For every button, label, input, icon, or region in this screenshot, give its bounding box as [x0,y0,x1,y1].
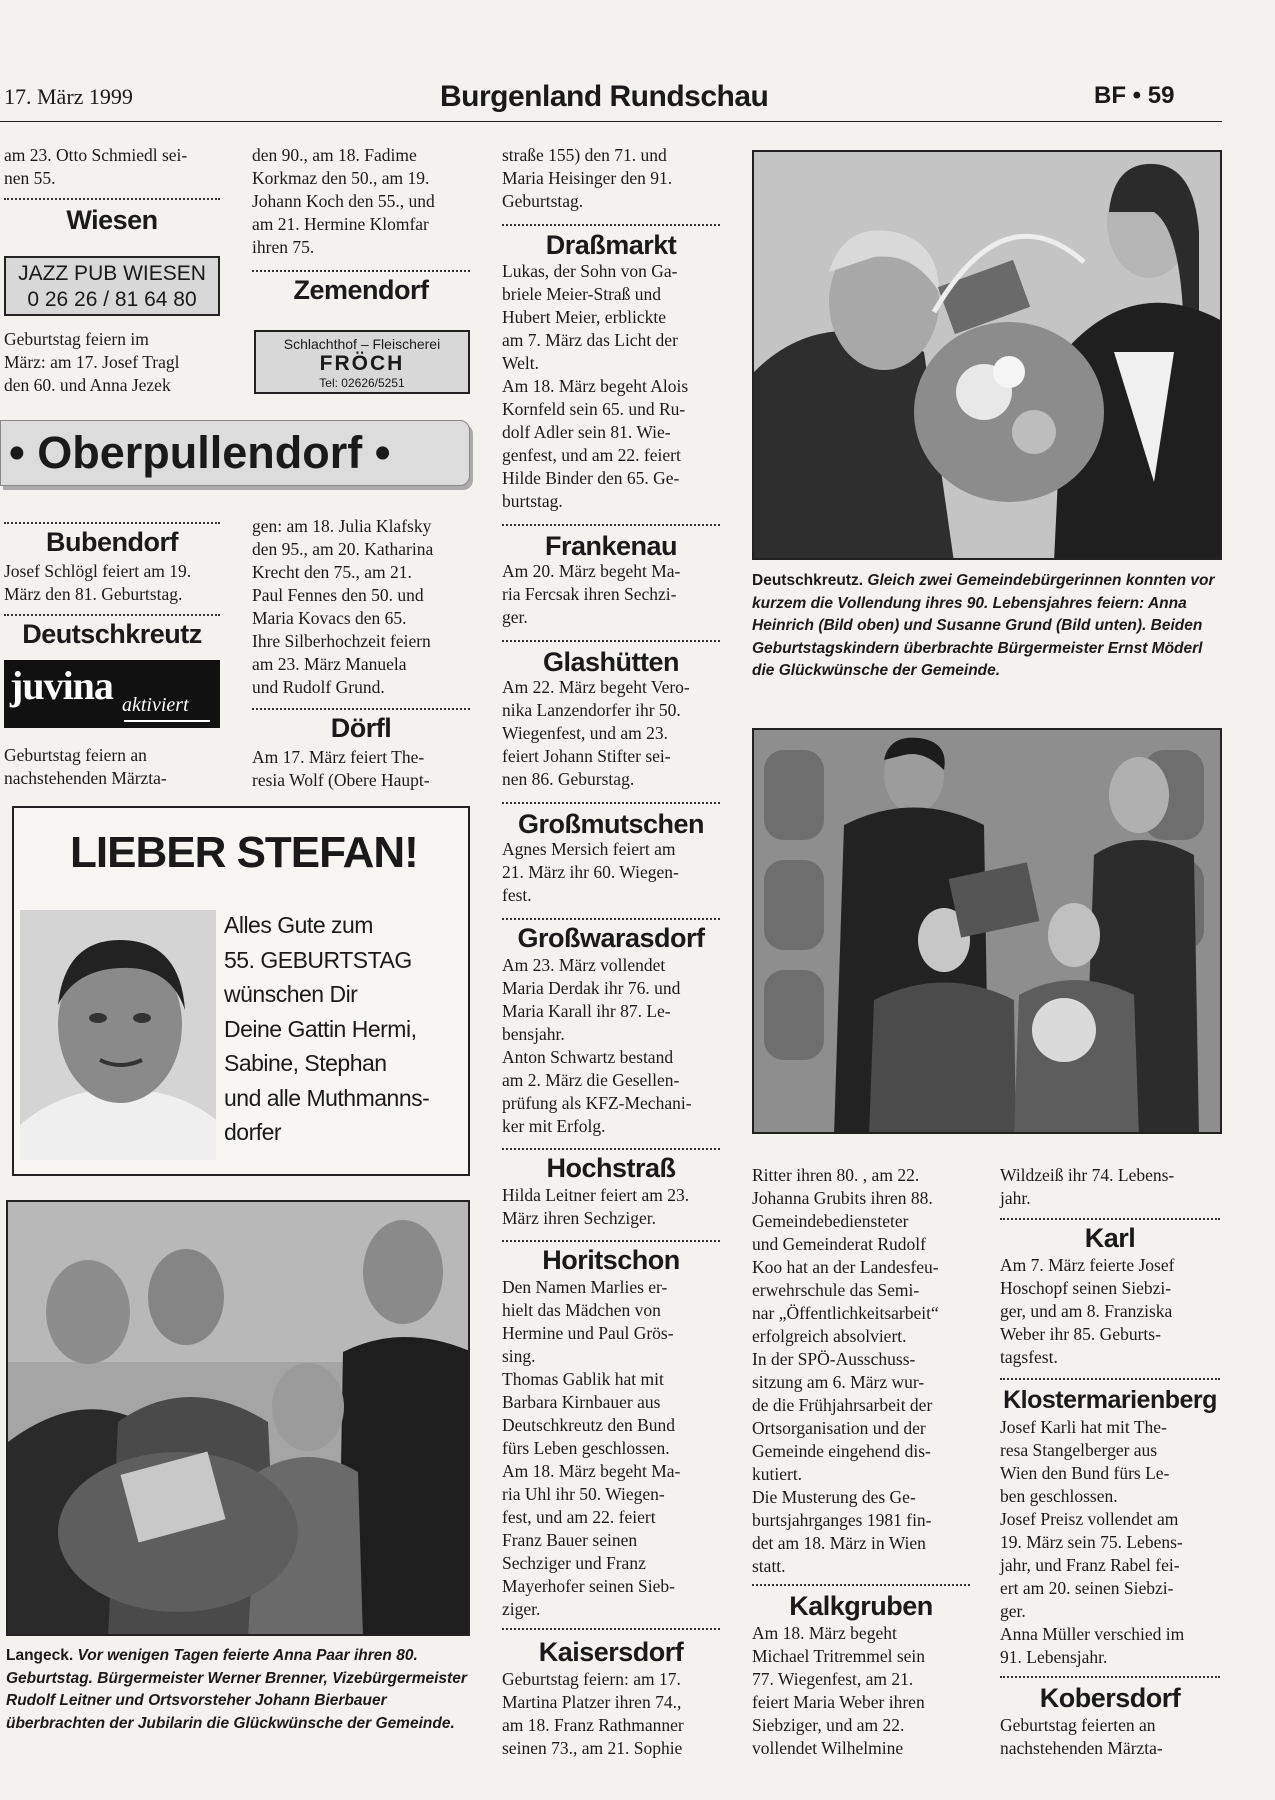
issue-date: 17. März 1999 [4,84,133,109]
section-title-horitschon: Horitschon [542,1245,680,1275]
col5-continuation: Wildzeiß ihr 74. Lebens- jahr. [1000,1165,1175,1208]
col2-continuation: den 90., am 18. Fadime Korkmaz den 50., am 19. Johann Koch den 55., und am 21. Hermine Klomfar ihren 75. [252,145,435,257]
divider [252,708,470,710]
greeting-title: LIEBER STEFAN! [70,828,418,877]
kobersdorf-text: Geburtstag feierten an nachstehenden Märzta- [1000,1715,1163,1758]
greeting-message [224,908,470,1150]
page-header [0,78,1222,120]
divider [4,522,220,524]
divider [502,802,720,804]
ad-froech-phone: Tel: 02626/5251 [319,376,405,390]
grossmutschen-text: Agnes Mersich feiert am 21. März ihr 60. Wiegen- fest. [502,839,679,905]
greeting-portrait [20,910,216,1160]
greeting-line: und alle Muthmanns- [224,1084,430,1111]
ad-juvina-logo [4,660,220,728]
greeting-line: dorfer [224,1119,282,1145]
ad-froech [254,330,470,394]
region-banner [0,420,470,486]
col1-continuation: am 23. Otto Schmiedl sei- nen 55. [4,145,188,188]
col3-continuation: straße 155) den 71. und Maria Heisinger den 91. Geburtstag. [502,145,673,211]
caption-place: Langeck. [6,1647,74,1664]
frankenau-text: Am 20. März begeht Ma- ria Fercsak ihren Sechzi- ger. [502,561,681,627]
kaisersdorf-text: Geburtstag feiern: am 17. Martina Platzer ihren 74., am 18. Franz Rathmanner seinen 73., am 21. Sophie [502,1669,684,1758]
caption-text: Vor wenigen Tagen feierte Anna Paar ihren 80. Geburtstag. Bürgermeister Werner Brenner, Vizebürgermeister Rudolf Leitner und Ortsvorsteher Johann Bierbauer überbrachten der Jubilarin die Glückwünsche der Gemeinde. [6,1647,467,1732]
hochstrass-text: Hilda Leitner feiert am 23. März ihren Sechziger. [502,1185,690,1228]
section-title-karl: Karl [1084,1223,1136,1253]
section-title-kaisersdorf: Kaisersdorf [538,1637,684,1667]
section-title-klostermarienberg: Klostermarienberg [1003,1386,1217,1414]
section-title-wiesen: Wiesen [66,205,158,235]
divider [1000,1676,1220,1678]
section-title-zemendorf: Zemendorf [293,275,429,305]
divider [502,524,720,526]
ad-juvina-tagline: aktiviert [122,694,189,716]
ad-jazz-phone: 0 26 26 / 81 64 80 [27,288,197,311]
photo-langeck [6,1200,470,1636]
divider [252,270,470,272]
divider [4,614,220,616]
section-title-drassmarkt: Draßmarkt [545,230,677,260]
doerfl-text: Am 17. März feiert The- resia Wolf (Obere Haupt- [252,747,430,790]
klostermarienberg-text: Josef Karli hat mit The- resa Stangelberger aus Wien den Bund fürs Le- ben geschlossen. Josef Preisz vollendet am 19. März sein 75. Lebens- jahr, und Franz Rabel fei- ert am 20. seinen Siebzi- ger. Anna Müller verschied im 91. Lebensjahr. [1000,1417,1185,1667]
divider [752,1584,970,1586]
underline-icon [124,720,210,722]
photo-deutschkreutz-top [752,150,1222,560]
greeting-line: 55. GEBURTSTAG [224,946,412,973]
drassmarkt-text: Lukas, der Sohn von Ga- briele Meier-Straß und Hubert Meier, erblickte am 7. März das Licht der Welt. Am 18. März begeht Alois Kornfeld sein 65. und Ru- dolf Adler sein 81. Wie- genfest, und am 22. feiert Hilde Binder den 65. Ge- burtstag. [502,261,689,511]
divider [502,224,720,226]
section-title-kalkgruben: Kalkgruben [789,1591,933,1621]
section-title-deutschkreutz: Deutschkreutz [22,619,202,649]
ad-jazz-name: JAZZ PUB WIESEN [18,262,206,285]
page-number: BF • 59 [1094,82,1175,109]
divider [502,918,720,920]
greeting-line: Deine Gattin Hermi, [224,1015,417,1042]
ad-froech-name: FRÖCH [319,352,405,375]
section-title-grosswarasdorf: Großwarasdorf [517,923,705,953]
greeting-line: Sabine, Stephan [224,1050,387,1076]
grosswarasdorf-text: Am 23. März vollendet Maria Derdak ihr 76. und Maria Karall ihr 87. Le- bensjahr. Anton Schwartz bestand am 2. März die Gesellen- prüfung als KFZ-Mechani- ker mit Erfolg. [502,955,692,1136]
newspaper-title: Burgenland Rundschau [440,80,769,113]
caption-langeck [6,1645,470,1735]
header-rule [0,121,1222,122]
col4-text: Ritter ihren 80. , am 22. Johanna Grubits ihren 88. Gemeindebediensteter und Gemeinderat Rudolf Koo hat an der Landesfeu- erwehrschule das Semi- nar „Öffentlichkeitsarbeit“ erfolgreich absolviert. In der SPÖ-Ausschuss- sitzung am 6. März wur- de die Frühjahrsarbeit der Ortsorganisation und der Gemeinde eingehend dis- kutiert. Die Musterung des Ge- burtsjahrganges 1981 fin- det am 18. März in Wien statt. [752,1165,939,1576]
section-title-grossmutschen: Großmutschen [517,809,705,839]
greeting-ad [12,806,470,1176]
divider [1000,1218,1220,1220]
section-title-doerfl: Dörfl [330,713,392,743]
section-title-hochstrass: Hochstraß [546,1153,676,1183]
divider [502,1240,720,1242]
kalkgruben-text: Am 18. März begeht Michael Tritremmel sein 77. Wiegenfest, am 21. feiert Maria Weber ihren Siebziger, und am 22. vollendet Wilhelmine [752,1623,926,1758]
caption-place: Deutschkreutz. [752,572,864,589]
horitschon-text: Den Namen Marlies er- hielt das Mädchen von Hermine und Paul Grös- sing. Thomas Gablik hat mit Barbara Kirnbauer aus Deutschkreutz den Bund fürs Leben geschlossen. Am 18. März begeht Ma- ria Uhl ihr 50. Wiegen- fest, und am 22. feiert Franz Bauer seinen Sechziger und Franz Mayerhofer seinen Sieb- ziger. [502,1277,681,1619]
photo-deutschkreutz-bottom [752,728,1222,1134]
divider [502,640,720,642]
glashuetten-text: Am 22. März begeht Vero- nika Lanzendorfer ihr 50. Wiegenfest, und am 23. feiert Johann Stifter sei- nen 86. Geburstag. [502,677,690,789]
ad-jazz-pub [4,256,220,316]
wiesen-text: Geburtstag feiern im März: am 17. Josef Tragl den 60. und Anna Jezek [4,329,180,395]
section-title-glashuetten: Glashütten [542,647,679,677]
divider [502,1148,720,1150]
divider [4,198,220,200]
deutschkreutz-text: Geburtstag feiern an nachstehenden Märzta- [4,745,167,788]
divider [502,1628,720,1630]
col2-middle-text: gen: am 18. Julia Klafsky den 95., am 20. Katharina Krecht den 75., am 21. Paul Fennes den 50. und Maria Kovacs den 65. Ihre Silberhochzeit feiern am 23. März Manuela und Rudolf Grund. [252,516,434,697]
ad-froech-type: Schlachthof – Fleischerei [283,336,441,352]
divider [1000,1378,1220,1380]
greeting-line: Alles Gute zum [224,912,373,938]
region-banner-text: • Oberpullendorf • [9,427,391,478]
ad-juvina-name: juvina [10,663,113,708]
section-title-frankenau: Frankenau [544,531,678,561]
karl-text: Am 7. März feierte Josef Hoschopf seinen Siebzi- ger, und am 8. Franziska Weber ihr 85. Geburts- tagsfest. [1000,1255,1175,1367]
greeting-line: wünschen Dir [224,981,358,1007]
caption-deutschkreutz [752,570,1222,683]
bubendorf-text: Josef Schlögl feiert am 19. März den 81. Geburtstag. [4,561,192,604]
section-title-kobersdorf: Kobersdorf [1039,1683,1181,1713]
section-title-bubendorf: Bubendorf [46,527,178,557]
caption-text: Gleich zwei Gemeindebürgerinnen konnten vor kurzem die Vollendung ihres 90. Lebensjahres feiern: Anna Heinrich (Bild oben) und Susanne Grund (Bild unten). Beiden Geburtstagskindern überbrachte Bürgermeister Ernst Möderl die Glückwünsche der Gemeinde. [752,572,1215,679]
